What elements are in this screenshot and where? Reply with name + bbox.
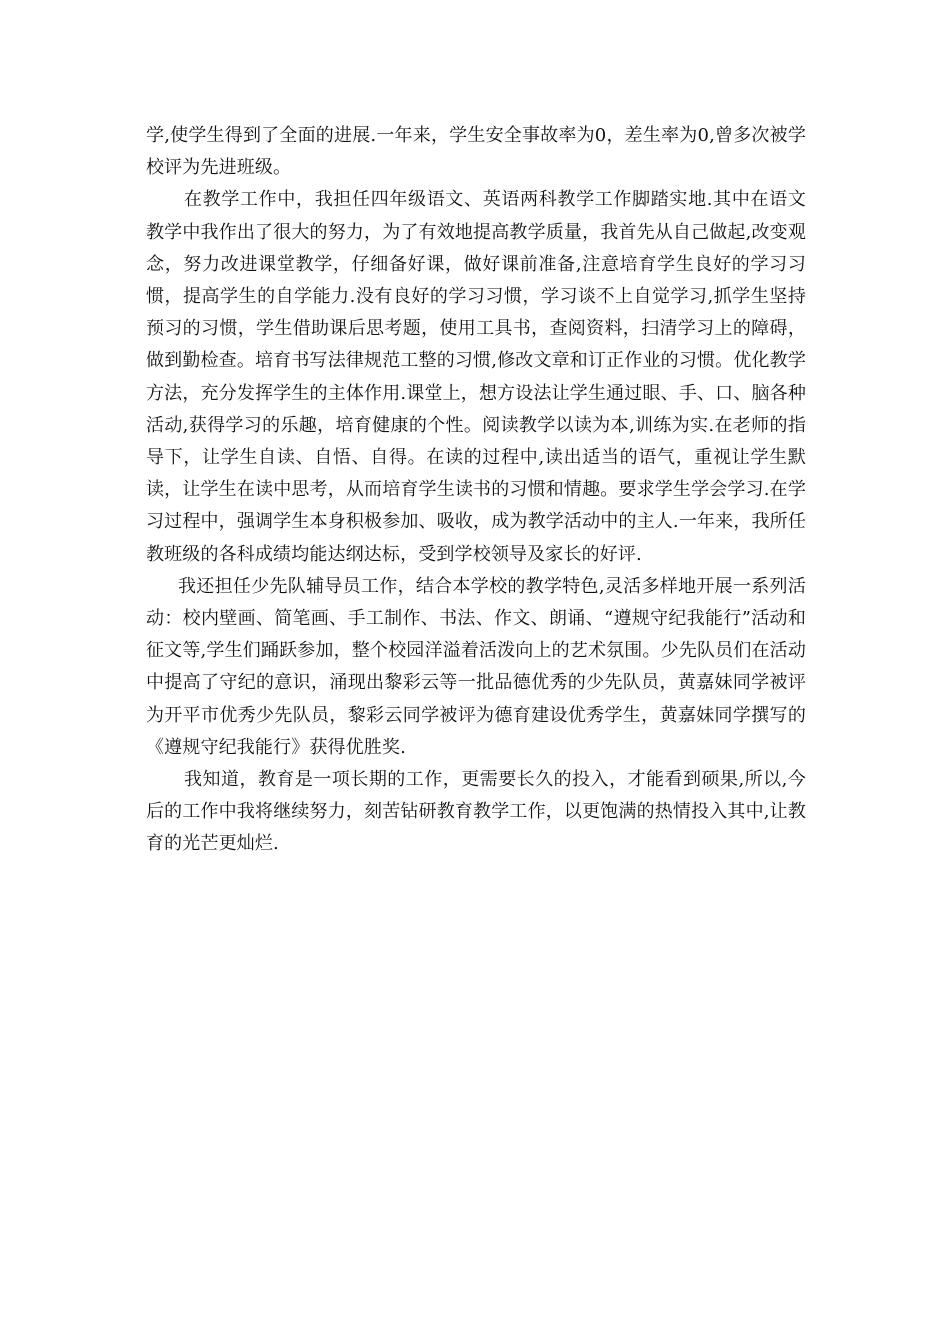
- paragraph-teaching-work: 在教学工作中，我担任四年级语文、英语两科教学工作脚踏实地.其中在语文教学中我作出了很大的努力，为了有效地提高教学质量，我首先从自己做起,改变观念，努力改进课堂教学，仔细备好课，做好课前准备,注意培育学生良好的学习习惯，提高学生的自学能力.没有良好的学习习惯，学习谈不上自觉学习,抓学生坚持预习的习惯，学生借助课后思考题，使用工具书，查阅资料，扫清学习上的障碍，做到勤检查。培育书写法律规范工整的习惯,修改文章和订正作业的习惯。优化教学方法，充分发挥学生的主体作用.课堂上，想方设法让学生通过眼、手、口、脑各种活动,获得学习的乐趣，培育健康的个性。阅读教学以读为本,训练为实.在老师的指导下，让学生自读、自悟、自得。在读的过程中,读出适当的语气，重视让学生默读，让学生在读中思考，从而培育学生读书的习惯和情趣。要求学生学会学习.在学习过程中，强调学生本身积极参加、吸收，成为教学活动中的主人.一年来，我所任教班级的各科成绩均能达纲达标，受到学校领导及家长的好评.: [146, 189, 806, 565]
- document-body: [146, 120, 806, 861]
- paragraph-young-pioneers: 我还担任少先队辅导员工作，结合本学校的教学特色,灵活多样地开展一系列活动：校内壁画、简笔画、手工制作、书法、作文、朗诵、“遵规守纪我能行”活动和征文等,学生们踊跃参加，整个校园洋溢着活泼向上的艺术氛围。少先队员们在活动中提高了守纪的意识，涌现出黎彩云等一批品德优秀的少先队员，黄嘉妹同学被评为开平市优秀少先队员，黎彩云同学被评为德育建设优秀学生，黄嘉妹同学撰写的《遵规守纪我能行》获得优胜奖.: [146, 575, 806, 758]
- paragraph-continuation: 学,使学生得到了全面的进展.一年来，学生安全事故率为0，差生率为0,曾多次被学校评为先进班级。: [146, 125, 806, 179]
- paragraph-conclusion: 我知道，教育是一项长期的工作，更需要长久的投入，才能看到硕果,所以,今后的工作中我将继续努力，刻苦钻研教育教学工作，以更饱满的热情投入其中,让教育的光芒更灿烂.: [146, 769, 806, 855]
